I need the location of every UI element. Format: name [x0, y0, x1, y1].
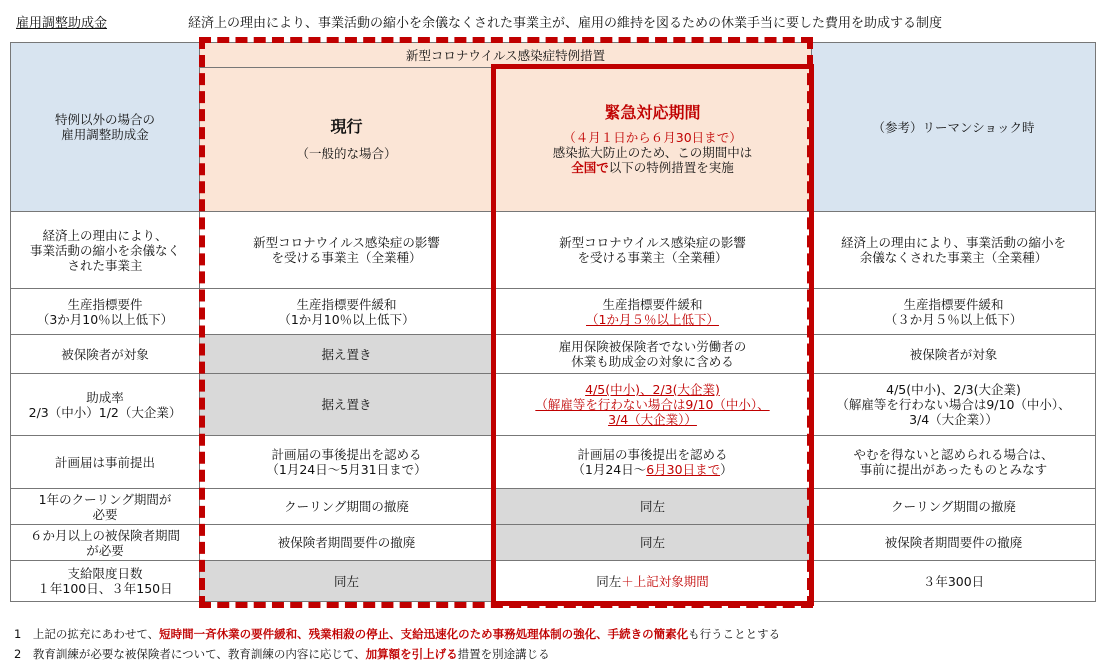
row2-reference: [812, 289, 1096, 335]
row1-normal: [10, 212, 200, 289]
row3-reference-l1: 被保険者が対象: [909, 346, 998, 362]
row6-reference: [812, 489, 1096, 525]
row5-emergency-l2-b: 6月30日まで: [646, 462, 721, 477]
row1-emergency-l2: を受ける事業主（全業種）: [577, 250, 728, 265]
row7-current: [200, 525, 494, 561]
row8-reference-l1: ３年300日: [922, 573, 985, 589]
current-subtitle: （一般的な場合）: [296, 145, 397, 161]
row4-emergency-l3: 3/4（大企業））: [608, 412, 697, 427]
row1-normal-l1: 経済上の理由により、: [42, 227, 168, 243]
row8-normal-l2: １年100日、３年150日: [37, 581, 173, 596]
row8-emergency-a: 同左: [596, 573, 622, 589]
row6-normal-l2: 必要: [92, 506, 118, 522]
row6-current: [200, 489, 494, 525]
row4-reference-l1: 4/5(中小)、2/3(大企業): [886, 382, 1021, 397]
row1-emergency: [494, 212, 812, 289]
row3-reference: [812, 335, 1096, 374]
row5-reference: [812, 436, 1096, 489]
row8-emergency-b: ＋上記対象期間: [621, 573, 709, 589]
footnote-2-prefix: 2 教育訓練が必要な被保険者について、教育訓練の内容に応じて、: [14, 647, 366, 661]
row1-emergency-l1: 新型コロナウイルス感染症の影響: [559, 235, 746, 250]
footnote-2: [14, 646, 550, 662]
row5-normal: [10, 436, 200, 489]
row3-current: [200, 335, 494, 374]
page-description: 経済上の理由により、事業活動の縮小を余儀なくされた事業主が、雇用の維持を図るための休業手当に要した費用を助成する制度: [188, 16, 943, 31]
header-normal-line1: 特例以外の場合の: [54, 112, 155, 127]
row8-current: [200, 561, 494, 602]
row4-emergency: [494, 374, 812, 436]
row5-current-l1: 計画届の事後提出を認める: [271, 447, 422, 462]
row7-reference-l1: 被保険者期間要件の撤廃: [884, 535, 1023, 550]
emergency-note2: [571, 160, 734, 175]
row8-normal-l1: 支給限度日数: [67, 566, 143, 581]
footnote-1-suffix: も行うこととする: [688, 627, 781, 641]
footnote-2-highlight: 加算額を引上げる: [365, 647, 458, 661]
row4-reference: [812, 374, 1096, 436]
row6-reference-l1: クーリング期間の撤廃: [891, 499, 1016, 514]
row6-emergency-l1: 同左: [639, 499, 665, 514]
row5-reference-l1: やむを得ないと認められる場合は、: [853, 447, 1054, 462]
row7-emergency: [494, 525, 812, 561]
row5-current-l2: （1月24日～5月31日まで）: [266, 462, 427, 477]
row3-normal-l1: 被保険者が対象: [61, 346, 149, 362]
header-normal-case: [10, 42, 200, 212]
row5-emergency: [494, 436, 812, 489]
header-current: [200, 68, 494, 212]
header-reference: [812, 42, 1096, 212]
row5-emergency-l2-c: ）: [720, 462, 733, 477]
row1-reference-l2: 余儀なくされた事業主（全業種）: [859, 250, 1048, 265]
header-emergency: [494, 68, 812, 212]
row5-reference-l2: 事前に提出があったものとみなす: [859, 462, 1048, 477]
row4-current: [200, 374, 494, 436]
emergency-note2-red: 全国で: [571, 159, 609, 175]
row4-normal-l1: 助成率: [86, 389, 124, 405]
footnote-1-prefix: 1 上記の拡充にあわせて、: [14, 627, 160, 641]
row6-emergency: [494, 489, 812, 525]
row4-reference-l2: （解雇等を行わない場合は9/10（中小）、: [836, 397, 1071, 412]
row2-current-l1: 生産指標要件緩和: [296, 296, 397, 312]
row8-current-l1: 同左: [333, 573, 359, 589]
row1-current: [200, 212, 494, 289]
row3-emergency-l1: 雇用保険被保険者でない労働者の: [558, 339, 747, 354]
row2-reference-l1: 生産指標要件緩和: [903, 296, 1004, 312]
row5-emergency-l1: 計画届の事後提出を認める: [577, 447, 728, 462]
row2-emergency-l1: 生産指標要件緩和: [602, 296, 703, 312]
row1-normal-l3: された事業主: [67, 257, 143, 273]
row4-normal: [10, 374, 200, 436]
row7-normal-l2: が必要: [86, 542, 124, 558]
row4-emergency-l1: 4/5(中小)、2/3(大企業): [585, 382, 720, 397]
row1-current-l1: 新型コロナウイルス感染症の影響: [253, 235, 440, 250]
row7-normal: [10, 525, 200, 561]
row6-normal-l1: 1年のクーリング期間が: [38, 491, 172, 507]
row6-current-l1: クーリング期間の撤廃: [284, 499, 409, 514]
row3-emergency-l2: 休業も助成金の対象に含める: [571, 354, 734, 369]
footnote-1: [14, 626, 780, 642]
row4-reference-l3: 3/4（大企業））: [909, 412, 998, 427]
row3-normal: [10, 335, 200, 374]
row1-reference: [812, 212, 1096, 289]
row2-normal: [10, 289, 200, 335]
emergency-period: （４月１日から６月30日まで）: [563, 129, 742, 145]
row5-normal-l1: 計画届は事前提出: [54, 454, 155, 470]
row4-current-l1: 据え置き: [321, 397, 372, 412]
page-title: 雇用調整助成金: [16, 16, 108, 31]
row7-normal-l1: ６か月以上の被保険者期間: [29, 527, 180, 543]
header-normal-line2: 雇用調整助成金: [61, 127, 149, 142]
row2-current: [200, 289, 494, 335]
row1-current-l2: を受ける事業主（全業種）: [271, 250, 422, 265]
emergency-note1: 感染拡大防止のため、この期間中は: [552, 144, 753, 160]
row5-emergency-l2: [572, 462, 732, 477]
current-title: 現行: [330, 116, 363, 136]
emergency-note2-rest: 以下の特例措置を実施: [608, 159, 734, 175]
reference-title: （参考）リーマンショック時: [872, 119, 1035, 135]
row2-emergency-l2: （1か月５％以上低下）: [586, 311, 719, 327]
row7-reference: [812, 525, 1096, 561]
footnote-1-highlight: 短時間一斉休業の要件緩和、残業相殺の停止、支給迅速化のため事務処理体制の強化、手続きの簡素化: [159, 627, 689, 641]
emergency-title: 緊急対応期間: [604, 102, 701, 122]
row8-emergency: [494, 561, 812, 602]
row8-reference: [812, 561, 1096, 602]
row8-emergency-l1: [596, 574, 709, 589]
row2-current-l2: （1か月10％以上低下）: [278, 311, 415, 327]
row7-emergency-l1: 同左: [639, 535, 665, 550]
special-measures-label: 新型コロナウイルス感染症特例措置: [405, 47, 606, 63]
special-measures-header: [200, 42, 812, 68]
row1-reference-l1: 経済上の理由により、事業活動の縮小を: [840, 235, 1066, 250]
row7-current-l1: 被保険者期間要件の撤廃: [277, 535, 416, 550]
row1-normal-l2: 事業活動の縮小を余儀なく: [29, 242, 180, 258]
row5-emergency-l2-a: （1月24日～: [572, 462, 647, 477]
row3-emergency: [494, 335, 812, 374]
row4-emergency-l2: （解雇等を行わない場合は9/10（中小）、: [535, 397, 770, 412]
row8-normal: [10, 561, 200, 602]
row2-reference-l2: （３か月５％以上低下）: [884, 311, 1023, 327]
row4-normal-l2: 2/3（中小）1/2（大企業）: [28, 404, 182, 420]
row2-normal-l2: （3か月10％以上低下）: [36, 311, 174, 327]
footnote-2-suffix: 措置を別途講じる: [457, 647, 550, 661]
row6-normal: [10, 489, 200, 525]
row2-normal-l1: 生産指標要件: [67, 296, 143, 312]
row3-current-l1: 据え置き: [321, 346, 372, 362]
row2-emergency: [494, 289, 812, 335]
row5-current: [200, 436, 494, 489]
